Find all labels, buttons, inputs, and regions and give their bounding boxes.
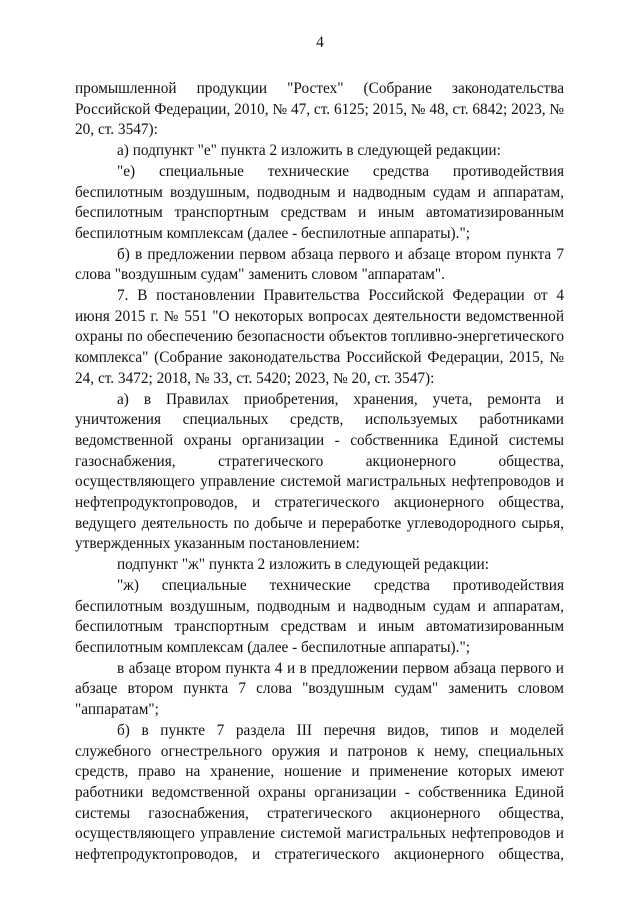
paragraph: б) в пункте 7 раздела III перечня видов, типов и моделей служебного огнестрельного оружия и патронов к нему, специальных средств, право на хранение, ношение и применение которых имеют работники ведомственной охраны организации - собственника Единой системы газоснабжения, стратегического акционерного общества, осуществляющего управление системой магистральных нефтепроводов и нефтепродуктопроводов, и стратегического акционерного общества, <box>75 721 564 864</box>
paragraph: промышленной продукции "Ростех" (Собрание законодательства Российской Федерации, 2010, № 47, ст. 6125; 2015, № 48, ст. 6842; 2023, № 20, ст. 3547): <box>75 80 564 139</box>
document-body <box>75 79 564 866</box>
paragraph: "е) специальные технические средства противодействия беспилотным воздушным, подводным и надводным судам и аппаратам, беспилотным транспортным средствам и иным автоматизированным беспилотным комплексам (далее - беспилотные аппараты)."; <box>75 162 564 242</box>
paragraph: подпункт "ж" пункта 2 изложить в следующей редакции: <box>117 556 489 574</box>
paragraph: а) в Правилах приобретения, хранения, учета, ремонта и уничтожения специальных средств, используемых работниками ведомственной охраны организации - собственника Единой системы газоснабжения, стратегического акционерного общества, осуществляющего управление системой магистральных нефтепроводов и нефтепродуктопроводов, и стратегического акционерного общества, ведущего деятельность по добыче и переработке углеводородного сырья, утвержденных указанным постановлением: <box>75 390 564 553</box>
page-number: 4 <box>316 34 324 51</box>
paragraph: "ж) специальные технические средства противодействия беспилотным воздушным, подводным и надводным судам и аппаратам, беспилотным транспортным средствам и иным автоматизированным беспилотным комплексам (далее - беспилотные аппараты)."; <box>75 576 564 656</box>
paragraph: в абзаце втором пункта 4 и в предложении первом абзаца первого и абзаце втором пункта 7 слова "воздушным судам" заменить словом "аппаратам"; <box>75 659 564 719</box>
paragraph: а) подпункт "е" пункта 2 изложить в следующей редакции: <box>117 142 501 160</box>
paragraph: 7. В постановлении Правительства Российской Федерации от 4 июня 2015 г. № 551 "О некоторых вопросах деятельности ведомственной охраны по обеспечению безопасности объектов топливно-энергетического комплекса" (Собрание законодательства Российской Федерации, 2015, № 24, ст. 3472; 2018, № 33, ст. 5420; 2023, № 20, ст. 3547): <box>75 287 564 387</box>
paragraph: б) в предложении первом абзаца первого и абзаце втором пункта 7 слова "воздушным судам" заменить словом "аппаратам". <box>75 245 564 284</box>
